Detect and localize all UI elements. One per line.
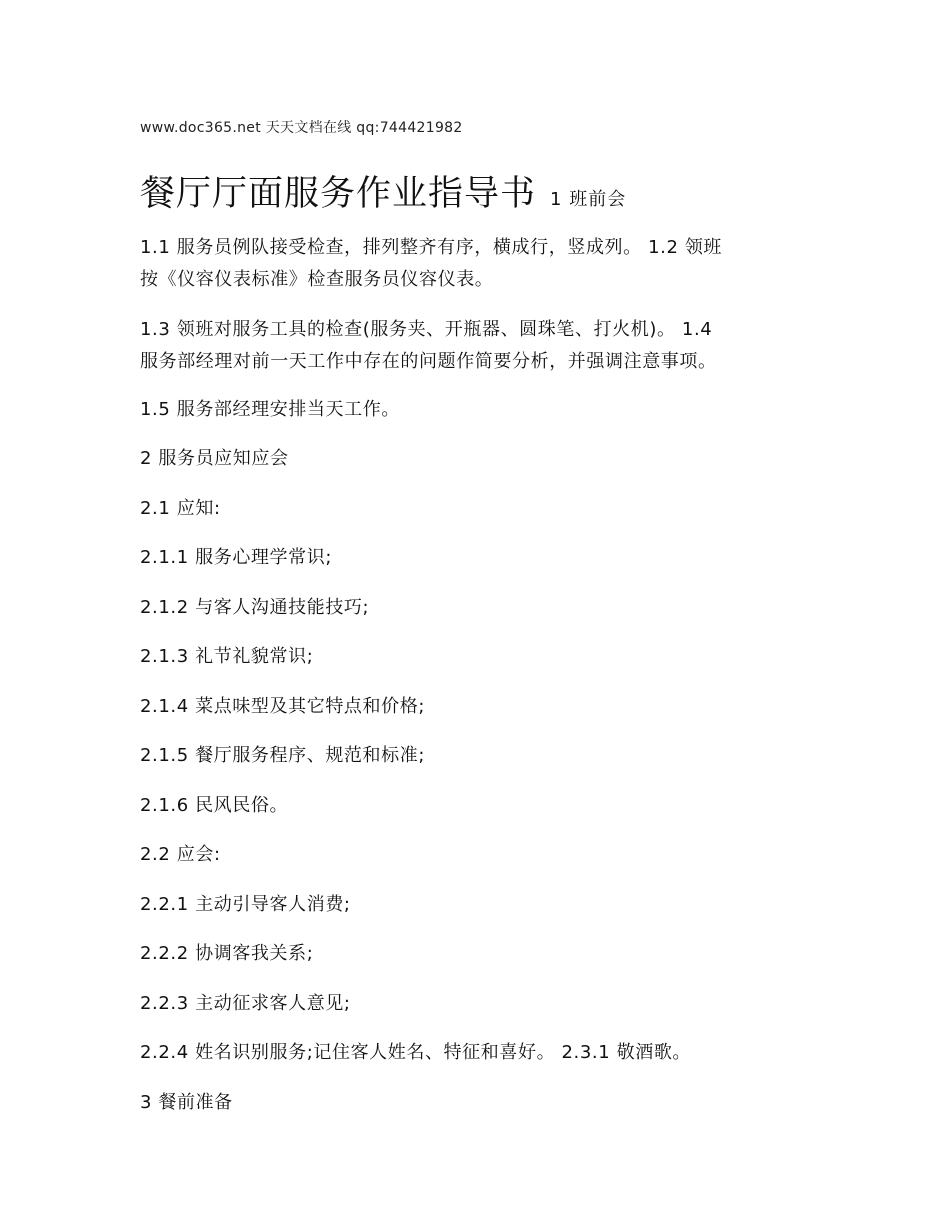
paragraph-2-1-2 [140,592,820,624]
paragraph-2-1-5 [140,740,820,772]
paragraph-2-1-6 [140,790,820,822]
paragraph-line: 按《仪容仪表标准》检查服务员仪容仪表。 [140,269,494,290]
paragraph-line: 2 服务员应知应会 [140,448,289,469]
paragraph-line: 1.5 服务部经理安排当天工作。 [140,399,400,420]
paragraph-line: 2.1.3 礼节礼貌常识; [140,646,314,667]
paragraph-line: 2.2 应会: [140,844,221,865]
paragraph-2-2 [140,839,820,871]
paragraph-2-2-3 [140,988,820,1020]
paragraph-2-2-4 [140,1037,820,1069]
paragraph-line: 2.1.2 与客人沟通技能技巧; [140,597,370,618]
title-row [140,166,626,216]
paragraph-line: 2.2.3 主动征求客人意见; [140,993,351,1014]
paragraph-1-5 [140,394,820,426]
paragraph-line: 3 餐前准备 [140,1092,233,1113]
paragraph-line: 2.1 应知: [140,498,221,519]
paragraph-line: 2.1.4 菜点味型及其它特点和价格; [140,696,425,717]
paragraph-line: 1.3 领班对服务工具的检查(服务夹、开瓶器、圆珠笔、打火机)。 1.4 [140,319,713,340]
paragraph-line: 2.1.1 服务心理学常识; [140,547,332,568]
paragraph-2-1-3 [140,641,820,673]
section-heading-3 [140,1087,820,1119]
paragraph-1-3 [140,314,820,378]
paragraph-2-1 [140,493,820,525]
paragraph-2-2-1 [140,889,820,921]
paragraph-2-1-4 [140,691,820,723]
paragraph-line: 1.1 服务员例队接受检查，排列整齐有序，横成行，竖成列。 1.2 领班 [140,237,723,258]
section-heading-2 [140,443,820,475]
paragraph-line: 2.1.5 餐厅服务程序、规范和标准; [140,745,425,766]
paragraph-line: 2.2.1 主动引导客人消费; [140,894,351,915]
paragraph-1-1 [140,232,820,296]
paragraph-2-1-1 [140,542,820,574]
document-title: 餐厅厅面服务作业指导书 [140,174,537,214]
paragraph-line: 服务部经理对前一天工作中存在的问题作简要分析，并强调注意事项。 [140,351,717,372]
source-header: www.doc365.net 天天文档在线 qq:744421982 [140,120,463,136]
paragraph-line: 2.1.6 民风民俗。 [140,795,289,816]
paragraph-line: 2.2.2 协调客我关系; [140,943,314,964]
paragraph-line: 2.2.4 姓名识别服务;记住客人姓名、特征和喜好。 2.3.1 敬酒歌。 [140,1042,692,1063]
section-heading-1: 1 班前会 [550,189,627,210]
paragraph-2-2-2 [140,938,820,970]
